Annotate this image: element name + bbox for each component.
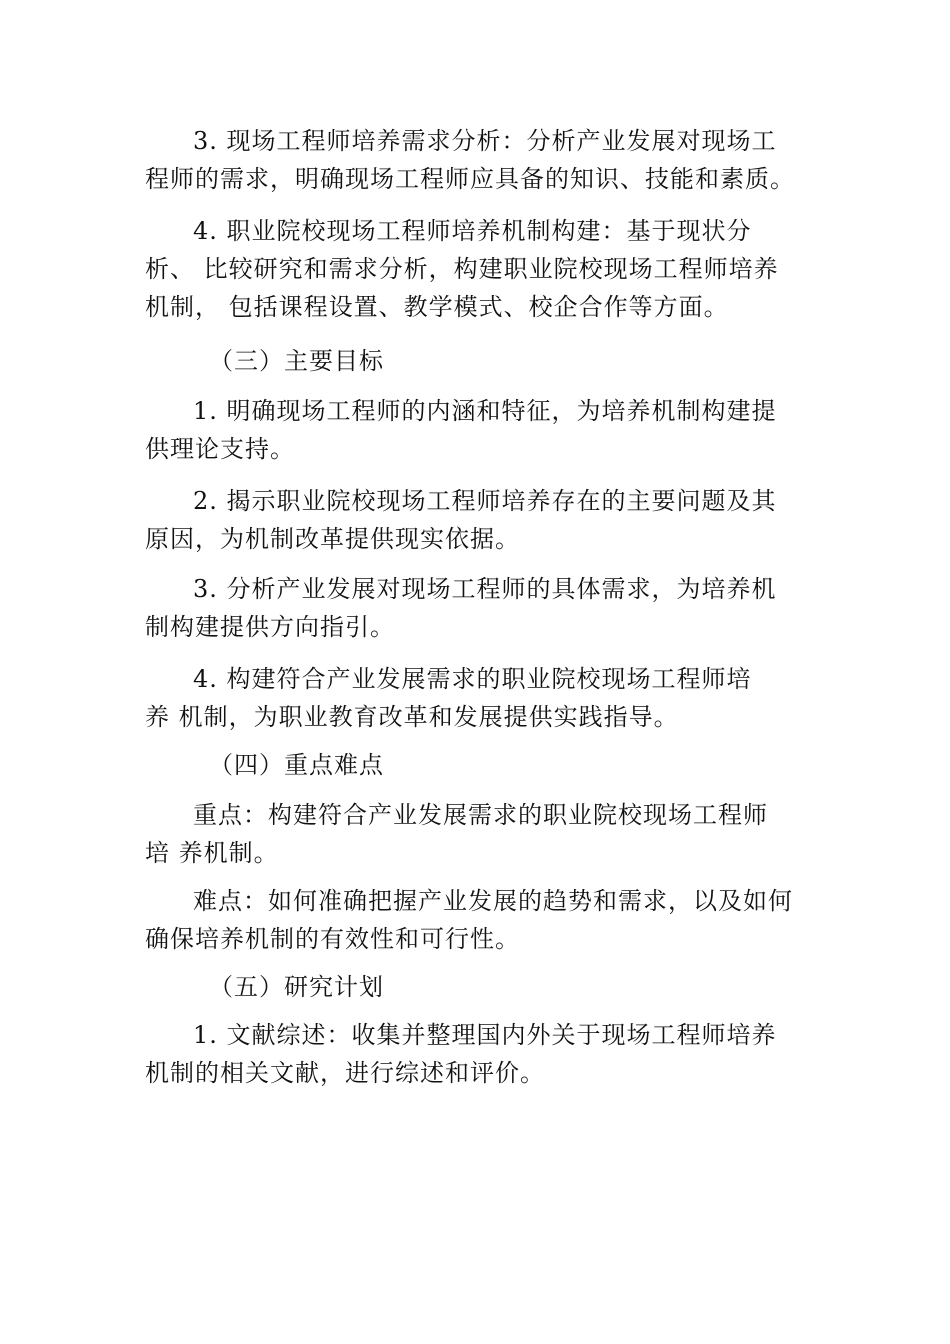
paragraph-line: 4. 职业院校现场工程师培养机制构建：基于现状分: [193, 217, 752, 245]
heading-text: （四）重点难点: [209, 751, 384, 779]
paragraph-line: 机制的相关文献，进行综述和评价。: [145, 1059, 545, 1087]
paragraph-goal-2: [145, 482, 810, 558]
heading-text: （三）主要目标: [209, 347, 384, 375]
paragraph-goal-1: [145, 392, 810, 468]
section-heading-research-plan: [145, 968, 810, 1006]
paragraph-line: 重点：构建符合产业发展需求的职业院校现场工程师: [193, 801, 768, 829]
section-heading-key-difficulties: [145, 746, 810, 784]
paragraph-line: 培 养机制。: [145, 839, 279, 867]
paragraph-line: 机制， 包括课程设置、教学模式、校企合作等方面。: [145, 293, 729, 321]
section-heading-main-goals: [145, 342, 810, 380]
paragraph-training-needs-analysis: [145, 122, 810, 198]
paragraph-line: 制构建提供方向指引。: [145, 613, 395, 641]
paragraph-goal-4: [145, 660, 810, 736]
paragraph-goal-3: [145, 570, 810, 646]
paragraph-line: 1. 明确现场工程师的内涵和特征，为培养机制构建提: [193, 397, 777, 425]
paragraph-line: 原因，为机制改革提供现实依据。: [145, 525, 520, 553]
paragraph-line: 1. 文献综述：收集并整理国内外关于现场工程师培养: [193, 1021, 777, 1049]
paragraph-line: 供理论支持。: [145, 435, 295, 463]
paragraph-line: 3. 分析产业发展对现场工程师的具体需求，为培养机: [193, 575, 777, 603]
paragraph-line: 确保培养机制的有效性和可行性。: [145, 925, 520, 953]
paragraph-plan-1: [145, 1016, 810, 1092]
paragraph-line: 析、 比较研究和需求分析，构建职业院校现场工程师培养: [145, 255, 779, 283]
paragraph-line: 难点：如何准确把握产业发展的趋势和需求，以及如何: [193, 887, 793, 915]
paragraph-line: 养 机制，为职业教育改革和发展提供实践指导。: [145, 703, 679, 731]
heading-text: （五）研究计划: [209, 973, 384, 1001]
paragraph-line: 程师的需求，明确现场工程师应具备的知识、技能和素质。: [145, 165, 795, 193]
paragraph-line: 2. 揭示职业院校现场工程师培养存在的主要问题及其: [193, 487, 777, 515]
paragraph-line: 4. 构建符合产业发展需求的职业院校现场工程师培: [193, 665, 752, 693]
paragraph-key-point: [145, 796, 810, 872]
paragraph-difficulty: [145, 882, 810, 958]
paragraph-mechanism-construction: [145, 212, 810, 326]
paragraph-line: 3. 现场工程师培养需求分析：分析产业发展对现场工: [193, 127, 777, 155]
